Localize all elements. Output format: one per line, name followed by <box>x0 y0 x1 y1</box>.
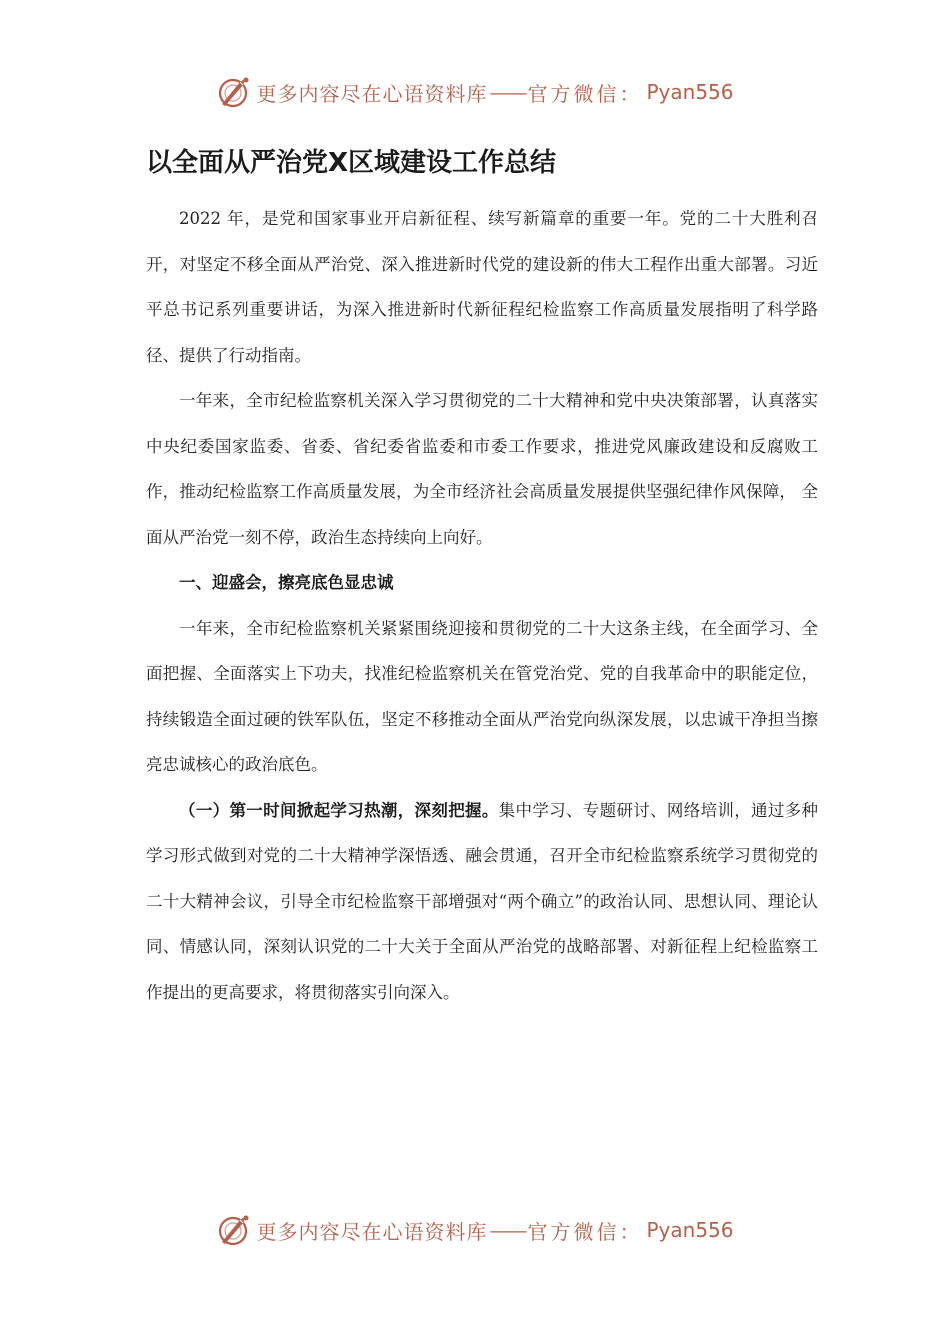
subsection-body: 集中学习、专题研讨、网络培训，通过多种学习形式做到对党的二十大精神学深悟透、融会贯通，召开全市纪检监察系统学习贯彻党的二十大精神会议，引导全市纪检监察干部增强对“两个确立”的政治认同、思想认同、理论认同、情感认同，深刻认识党的二十大关于全面从严治党的战略部署、对新征程上纪检监察工作提出的更高要求，将贯彻落实引向深入。 <box>146 800 819 1002</box>
quill-pen-logo-icon <box>216 1212 252 1248</box>
footer-banner <box>0 1208 950 1252</box>
subsection-lead: （一）第一时间掀起学习热潮，深刻把握。 <box>179 800 499 820</box>
banner-text: 更多内容尽在心语资料库 <box>256 1219 488 1244</box>
section-heading-1: 一、迎盛会，擦亮底色显忠诚 <box>179 573 394 592</box>
paragraph-intro: 2022 年，是党和国家事业开启新征程、续写新篇章的重要一年。党的二十大胜利召开，对坚定不移全面从严治党、深入推进新时代党的建设新的伟大工程作出重大部署。习近平总书记系列重要讲话，为深入推进新时代新征程纪检监察工作高质量发展指明了科学路径、提供了行动指南。 <box>146 209 818 365</box>
banner-dash: —— <box>489 1218 526 1242</box>
header-banner <box>0 70 950 114</box>
quill-pen-logo-icon <box>216 74 252 110</box>
banner-wechat-id: Pyan556 <box>646 1218 734 1242</box>
banner-wechat-label: 官方微信： <box>527 81 643 106</box>
document-body <box>146 196 818 1015</box>
banner-dash: —— <box>489 80 526 104</box>
paragraph-subsection-1 <box>146 788 818 1016</box>
banner-text: 更多内容尽在心语资料库 <box>256 81 488 106</box>
banner-wechat-id: Pyan556 <box>646 80 734 104</box>
paragraph-overview: 一年来，全市纪检监察机关深入学习贯彻党的二十大精神和党中央决策部署，认真落实中央纪委国家监委、省委、省纪委省监委和市委工作要求，推进党风廉政建设和反腐败工作，推动纪检监察工作高质量发展，为全市经济社会高质量发展提供坚强纪律作风保障， 全面从严治党一刻不停，政治生态持续向上向好。 <box>146 391 818 547</box>
paragraph-section-1: 一年来，全市纪检监察机关紧紧围绕迎接和贯彻党的二十大这条主线，在全面学习、全面把握、全面落实上下功夫，找准纪检监察机关在管党治党、党的自我革命中的职能定位，持续锻造全面过硬的铁军队伍，坚定不移推动全面从严治党向纵深发展，以忠诚干净担当擦亮忠诚核心的政治底色。 <box>146 618 818 774</box>
banner-wechat-label: 官方微信： <box>527 1219 643 1244</box>
document-title: 以全面从严治党X区域建设工作总结 <box>146 148 557 178</box>
